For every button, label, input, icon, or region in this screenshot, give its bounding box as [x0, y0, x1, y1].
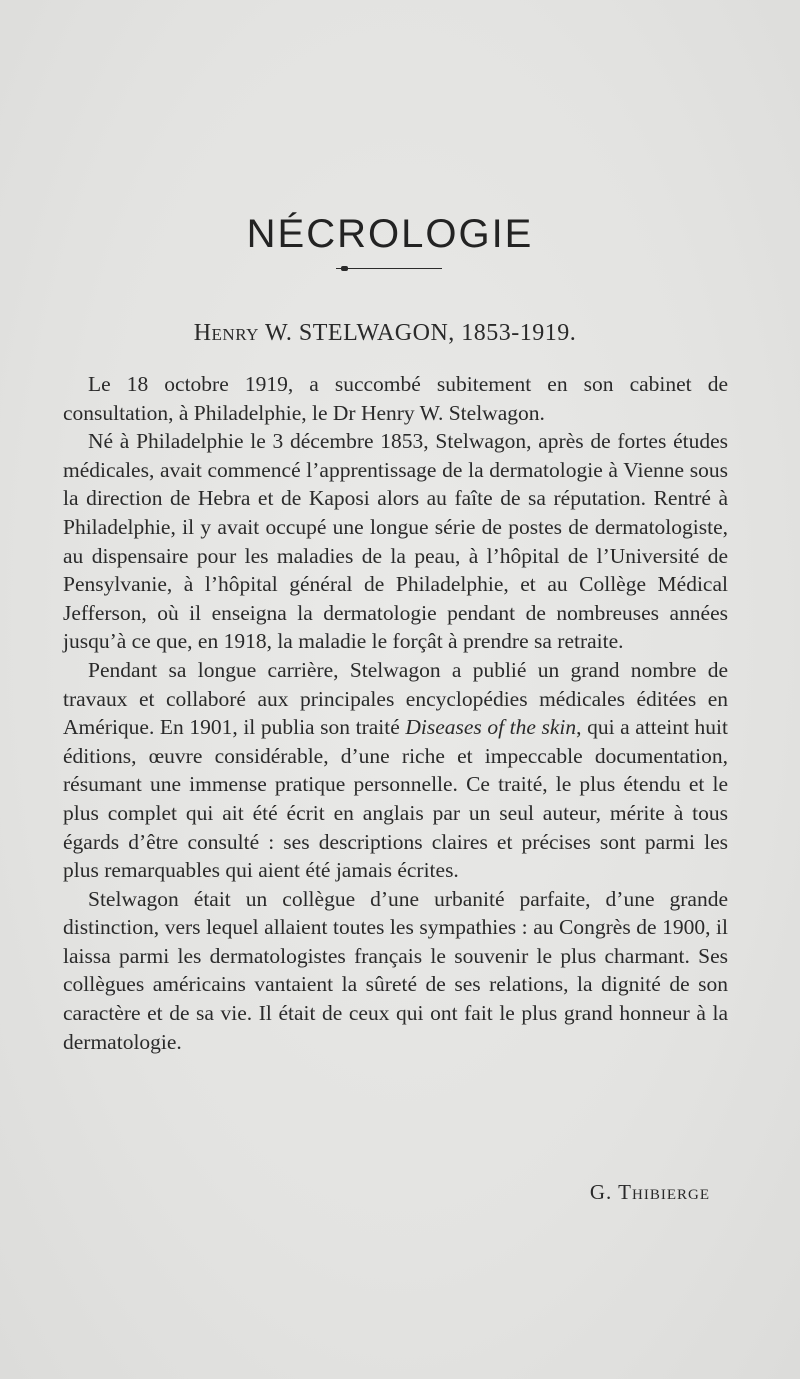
author-signature: G. Thibierge — [589, 1180, 710, 1204]
paragraph-text: Pendant sa longue carrière, Stelwagon a publié un grand nombre de travaux et collaboré aux principales encyclopédies médicales éditées en Amérique. En 1901, il publia son traité — [63, 657, 728, 740]
paragraph: Né à Philadelphie le 3 décembre 1853, Stelwagon, après de fortes études médicales, avait commencé l’apprentissage de la dermatologie à Vienne sous la direction de Hebra et de Kaposi alors au faîte de sa réputation. Rentré à Philadelphie, il y avait occupé une longue série de postes de dermatologiste, au dispensaire pour les maladies de la peau, à l’hôpital de l’Université de Pensylvanie, à l’hôpital général de Philadelphie, et au Collège Médical Jefferson, où il enseigna la dermatologie pendant de nombreuses années jusqu’à ce que, en 1918, la maladie le forçât à prendre sa retraite. — [63, 429, 728, 654]
paragraph-text: , qui a atteint huit éditions, œuvre considérable, d’une riche et impeccable documentation, résumant une immense pratique personnelle. Ce traité, le plus étendu et le plus complet qui ait été écrit en anglais par un seul auteur, mérite à tous égards d’être consulté : ses descriptions claires et précises sont parmi les plus remarquables qui aient été jamais écrites. — [63, 715, 728, 883]
paragraph — [63, 656, 728, 885]
title-divider — [336, 268, 442, 269]
subject-name-dates: W. STELWAGON, 1853-1919. — [258, 320, 577, 346]
book-title: Diseases of the skin — [405, 715, 577, 740]
page-title: NÉCROLOGIE — [246, 212, 534, 256]
paragraph: Stelwagon était un collègue d’une urbanité parfaite, d’une grande distinction, vers lequel allaient toutes les sympathies : au Congrès de 1900, il laissa parmi les dermatologistes français le souvenir le plus charmant. Ses collègues américains vantaient la sûreté de ses relations, la dignité de son caractère et de sa vie. Il était de ceux qui ont fait le plus grand honneur à la dermatologie. — [63, 886, 728, 1054]
paragraph: Le 18 octobre 1919, a succombé subitement en son cabinet de consultation, à Philadelphie, le Dr Henry W. Stelwagon. — [63, 372, 728, 425]
title-divider-ornament — [341, 266, 348, 271]
article-body — [63, 370, 728, 1056]
subject-first-name: Henry — [193, 320, 259, 346]
obituary-subject — [0, 320, 770, 347]
